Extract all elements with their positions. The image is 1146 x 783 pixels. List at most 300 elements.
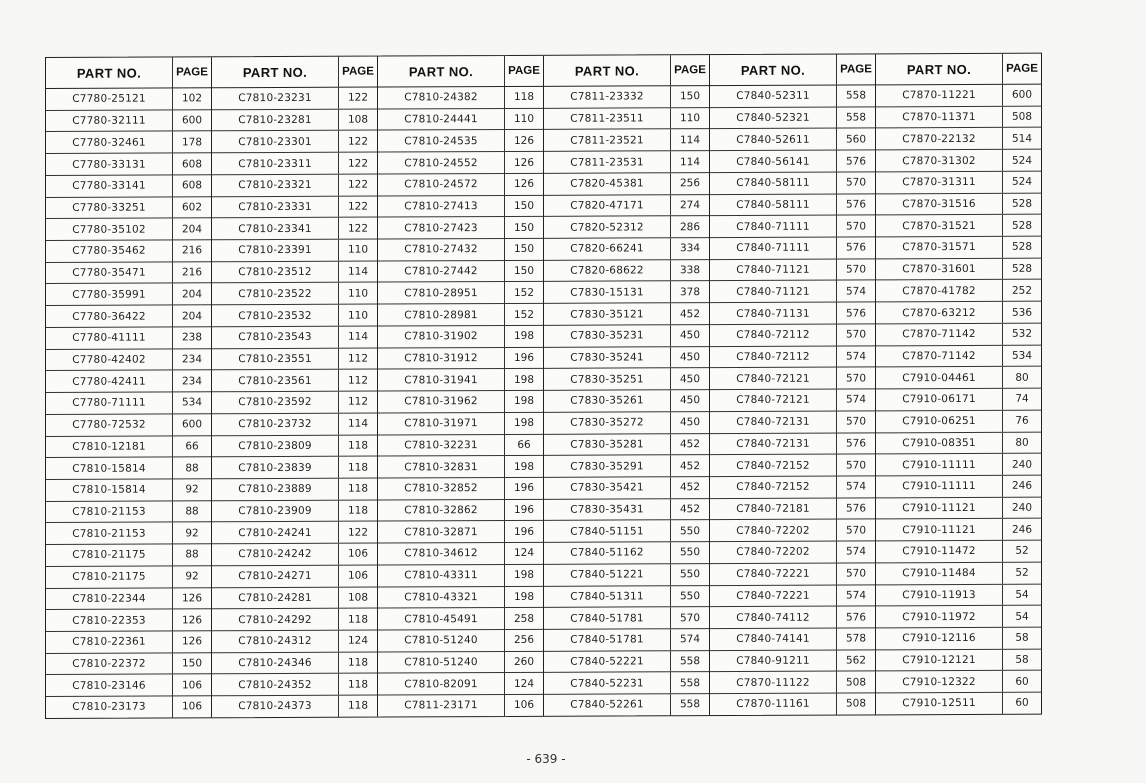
table-row bbox=[710, 541, 875, 563]
table-row bbox=[378, 174, 543, 196]
part-number-cell: C7910-11472 bbox=[876, 541, 1003, 562]
page-ref-cell: 126 bbox=[513, 178, 535, 191]
part-number-cell: C7840-52611 bbox=[710, 129, 837, 150]
page-ref-cell: 76 bbox=[1015, 414, 1029, 427]
page-ref-cell: 570 bbox=[845, 220, 867, 233]
table-row bbox=[212, 500, 377, 522]
page-ref-cell: 124 bbox=[513, 677, 535, 690]
page-ref-cell: 118 bbox=[347, 504, 369, 517]
part-number-cell: C7810-32862 bbox=[378, 500, 505, 521]
page-ref-cell: 602 bbox=[181, 201, 203, 214]
part-number-cell: C7810-24292 bbox=[212, 609, 339, 630]
part-number-cell: C7870-11161 bbox=[710, 694, 837, 715]
table-row bbox=[876, 258, 1041, 280]
part-number-cell: C7810-31912 bbox=[378, 348, 505, 369]
page-ref-cell: 58 bbox=[1015, 653, 1029, 666]
page-ref-cell: 334 bbox=[679, 242, 701, 255]
page-ref-cell: 574 bbox=[679, 633, 701, 646]
table-row bbox=[46, 305, 211, 327]
table-row bbox=[378, 608, 543, 630]
page-ref-cell: 450 bbox=[679, 329, 701, 342]
part-number-cell: C7810-51240 bbox=[378, 652, 505, 673]
part-number-cell: C7870-31571 bbox=[876, 237, 1003, 258]
page-ref-cell: 576 bbox=[845, 502, 867, 515]
page-ref-cell: 524 bbox=[1011, 154, 1033, 167]
table-row bbox=[876, 519, 1041, 541]
page-ref-cell: 92 bbox=[185, 570, 199, 583]
part-number-cell: C7810-23561 bbox=[212, 370, 339, 391]
table-row bbox=[212, 696, 377, 717]
part-number-cell: C7810-31902 bbox=[378, 326, 505, 347]
part-number-cell: C7810-28981 bbox=[378, 304, 505, 325]
part-number-cell: C7840-72181 bbox=[710, 498, 837, 519]
part-number-cell: C7780-33141 bbox=[46, 175, 173, 196]
page-ref-cell: 106 bbox=[513, 699, 535, 712]
page-ref-cell: 118 bbox=[347, 482, 369, 495]
page-ref-cell: 74 bbox=[1015, 393, 1029, 406]
part-number-cell: C7810-32871 bbox=[378, 521, 505, 542]
table-row bbox=[544, 368, 709, 390]
page-ref-cell: 150 bbox=[513, 243, 535, 256]
part-number-cell: C7840-72221 bbox=[710, 585, 837, 606]
part-number-cell: C7810-23281 bbox=[212, 109, 339, 130]
table-row bbox=[46, 588, 211, 610]
table-row bbox=[876, 85, 1041, 107]
table-row bbox=[378, 434, 543, 456]
part-number-cell: C7820-68622 bbox=[544, 260, 671, 281]
table-row bbox=[710, 368, 875, 390]
table-row bbox=[378, 326, 543, 348]
part-number-cell: C7820-52312 bbox=[544, 217, 671, 238]
table-row bbox=[876, 432, 1041, 454]
part-number-cell: C7780-32111 bbox=[46, 110, 173, 131]
page-ref-cell: 570 bbox=[845, 415, 867, 428]
table-row bbox=[710, 216, 875, 238]
table-row bbox=[378, 521, 543, 543]
page-ref-cell: 118 bbox=[347, 613, 369, 626]
table-row bbox=[46, 523, 211, 545]
page-ref-cell: 608 bbox=[181, 179, 203, 192]
page-ref-cell: 534 bbox=[181, 396, 203, 409]
part-number-cell: C7810-23532 bbox=[212, 305, 339, 326]
part-number-cell: C7810-27423 bbox=[378, 217, 505, 238]
page-ref-cell: 126 bbox=[181, 635, 203, 648]
part-number-cell: C7780-72532 bbox=[46, 414, 173, 435]
part-number-cell: C7840-51162 bbox=[544, 542, 671, 563]
page-ref-cell: 150 bbox=[679, 90, 701, 103]
page-ref-cell: 576 bbox=[845, 198, 867, 211]
part-number-cell: C7910-11121 bbox=[876, 519, 1003, 540]
table-row bbox=[378, 543, 543, 565]
table-row bbox=[710, 585, 875, 607]
page-number: - 639 - bbox=[526, 752, 566, 766]
page-ref-cell: 576 bbox=[845, 437, 867, 450]
part-no-header: PART NO. bbox=[544, 55, 671, 86]
table-row bbox=[710, 411, 875, 433]
table-row bbox=[544, 651, 709, 673]
page-ref-cell: 246 bbox=[1011, 523, 1033, 536]
page-header: PAGE bbox=[176, 66, 208, 79]
table-row bbox=[378, 347, 543, 369]
table-row bbox=[212, 565, 377, 587]
table-row bbox=[710, 476, 875, 498]
part-number-cell: C7840-52221 bbox=[544, 651, 671, 672]
part-number-cell: C7811-23511 bbox=[544, 108, 671, 129]
part-number-cell: C7840-52321 bbox=[710, 107, 837, 128]
table-row bbox=[46, 175, 211, 197]
part-number-cell: C7840-51311 bbox=[544, 586, 671, 607]
part-number-cell: C7910-12322 bbox=[876, 671, 1003, 692]
page-ref-cell: 570 bbox=[845, 328, 867, 341]
header-row bbox=[378, 56, 543, 88]
table-row bbox=[46, 610, 211, 632]
part-number-cell: C7870-11122 bbox=[710, 672, 837, 693]
table-row bbox=[212, 131, 377, 153]
page-ref-cell: 216 bbox=[181, 244, 203, 257]
page-ref-cell: 150 bbox=[513, 264, 535, 278]
page-ref-cell: 574 bbox=[845, 545, 867, 558]
page-ref-cell: 508 bbox=[845, 697, 867, 710]
part-number-cell: C7810-24535 bbox=[378, 130, 505, 151]
part-number-cell: C7840-74112 bbox=[710, 607, 837, 628]
table-row bbox=[378, 130, 543, 152]
page-ref-cell: 216 bbox=[181, 266, 203, 279]
page-ref-cell: 110 bbox=[347, 243, 369, 257]
page-ref-cell: 58 bbox=[1015, 632, 1029, 645]
page-header: PAGE bbox=[840, 63, 872, 76]
part-number-cell: C7810-24241 bbox=[212, 522, 339, 543]
part-number-cell: C7810-23146 bbox=[46, 675, 173, 696]
table-row bbox=[710, 433, 875, 455]
table-row bbox=[544, 542, 709, 564]
part-no-header: PART NO. bbox=[876, 54, 1003, 85]
table-row bbox=[46, 414, 211, 436]
table-row bbox=[544, 455, 709, 477]
table-row bbox=[212, 478, 377, 500]
table-row bbox=[876, 606, 1041, 628]
table-row bbox=[876, 367, 1041, 389]
page-ref-cell: 570 bbox=[845, 524, 867, 537]
page-ref-cell: 338 bbox=[679, 264, 701, 277]
page-ref-cell: 66 bbox=[185, 440, 199, 453]
page-ref-cell: 576 bbox=[845, 611, 867, 624]
page-ref-cell: 106 bbox=[181, 700, 203, 713]
part-number-cell: C7840-72112 bbox=[710, 346, 837, 367]
part-number-cell: C7830-35261 bbox=[544, 390, 671, 411]
header-row bbox=[876, 54, 1041, 86]
page-ref-cell: 54 bbox=[1015, 588, 1029, 601]
part-number-cell: C7810-28951 bbox=[378, 282, 505, 303]
page-ref-cell: 126 bbox=[181, 592, 203, 605]
table-row bbox=[212, 109, 377, 131]
table-row bbox=[544, 325, 709, 347]
table-row bbox=[46, 653, 211, 675]
table-row bbox=[378, 456, 543, 478]
table-row bbox=[212, 522, 377, 544]
page-ref-cell: 576 bbox=[845, 241, 867, 254]
part-number-cell: C7780-41111 bbox=[46, 327, 173, 348]
page-ref-cell: 570 bbox=[679, 611, 701, 624]
page-ref-cell: 150 bbox=[181, 657, 203, 670]
table-row bbox=[876, 128, 1041, 150]
table-row bbox=[544, 238, 709, 260]
table-row bbox=[46, 631, 211, 653]
table-row bbox=[876, 497, 1041, 519]
table-row bbox=[544, 216, 709, 238]
page-ref-cell: 240 bbox=[1011, 458, 1033, 471]
part-number-cell: C7810-43311 bbox=[378, 565, 505, 586]
table-row bbox=[212, 544, 377, 566]
part-number-cell: C7810-15814 bbox=[46, 458, 173, 479]
page-ref-cell: 108 bbox=[347, 113, 369, 126]
part-number-cell: C7810-23311 bbox=[212, 153, 339, 174]
page-ref-cell: 110 bbox=[679, 112, 701, 125]
table-row bbox=[876, 584, 1041, 606]
part-number-cell: C7810-45491 bbox=[378, 608, 505, 629]
part-number-cell: C7830-35281 bbox=[544, 434, 671, 455]
part-number-cell: C7810-22353 bbox=[46, 610, 173, 631]
page-ref-cell: 576 bbox=[845, 154, 867, 168]
part-number-cell: C7810-31971 bbox=[378, 413, 505, 434]
page-ref-cell: 152 bbox=[513, 286, 535, 299]
part-number-cell: C7810-31941 bbox=[378, 369, 505, 390]
table-row bbox=[46, 284, 211, 306]
page-ref-cell: 110 bbox=[347, 309, 369, 322]
page-ref-cell: 574 bbox=[845, 350, 867, 363]
table-row bbox=[710, 107, 875, 129]
table-row bbox=[876, 671, 1041, 693]
page-ref-cell: 528 bbox=[1011, 219, 1033, 232]
part-number-cell: C7910-04461 bbox=[876, 367, 1003, 388]
part-number-cell: C7870-71142 bbox=[876, 345, 1003, 366]
page-ref-cell: 118 bbox=[347, 439, 369, 452]
table-row bbox=[876, 389, 1041, 411]
table-row bbox=[544, 434, 709, 456]
part-number-cell: C7780-32461 bbox=[46, 132, 173, 153]
part-number-cell: C7840-72112 bbox=[710, 324, 837, 345]
part-number-cell: C7810-23321 bbox=[212, 175, 339, 196]
page-header: PAGE bbox=[674, 64, 706, 77]
part-number-cell: C7820-47171 bbox=[544, 195, 671, 216]
part-number-cell: C7840-71111 bbox=[710, 216, 837, 237]
page-ref-cell: 122 bbox=[347, 200, 369, 213]
page-ref-cell: 198 bbox=[513, 395, 535, 408]
table-row bbox=[378, 586, 543, 608]
part-no-header: PART NO. bbox=[378, 56, 505, 87]
table-row bbox=[212, 218, 377, 240]
page-ref-cell: 198 bbox=[513, 373, 535, 386]
page-ref-cell: 600 bbox=[1011, 89, 1033, 102]
column-group-2 bbox=[212, 57, 378, 718]
column-group-3 bbox=[378, 56, 544, 717]
table-row bbox=[876, 410, 1041, 432]
part-number-cell: C7870-31311 bbox=[876, 172, 1003, 193]
page-ref-cell: 126 bbox=[513, 156, 535, 169]
table-row bbox=[378, 413, 543, 435]
table-row bbox=[212, 652, 377, 674]
page-ref-cell: 122 bbox=[347, 135, 369, 148]
page-ref-cell: 550 bbox=[679, 524, 701, 537]
page-ref-cell: 452 bbox=[679, 503, 701, 516]
page-ref-cell: 88 bbox=[185, 461, 199, 474]
page-ref-cell: 452 bbox=[679, 307, 701, 320]
page-ref-cell: 60 bbox=[1015, 697, 1029, 710]
part-number-cell: C7840-71111 bbox=[710, 238, 837, 259]
table-row bbox=[710, 389, 875, 411]
page-ref-cell: 536 bbox=[1011, 306, 1033, 319]
table-row bbox=[212, 153, 377, 175]
part-no-header: PART NO. bbox=[710, 55, 837, 86]
page-ref-cell: 558 bbox=[845, 111, 867, 124]
page-ref-cell: 110 bbox=[513, 112, 535, 126]
table-row bbox=[544, 564, 709, 586]
part-number-cell: C7870-31601 bbox=[876, 259, 1003, 280]
page-header: PAGE bbox=[508, 64, 540, 77]
part-number-cell: C7840-72121 bbox=[710, 390, 837, 411]
table-row bbox=[378, 673, 543, 695]
part-number-cell: C7840-71121 bbox=[710, 259, 837, 280]
part-number-cell: C7780-42411 bbox=[46, 371, 173, 392]
page-ref-cell: 198 bbox=[513, 417, 535, 430]
page-ref-cell: 152 bbox=[513, 308, 535, 321]
table-row bbox=[46, 197, 211, 219]
page-ref-cell: 124 bbox=[513, 547, 535, 560]
column-group-4 bbox=[544, 55, 710, 716]
page-ref-cell: 450 bbox=[679, 416, 701, 429]
table-row bbox=[544, 173, 709, 195]
page-ref-cell: 378 bbox=[679, 285, 701, 299]
part-number-cell: C7810-23809 bbox=[212, 435, 339, 456]
page-ref-cell: 198 bbox=[513, 330, 535, 343]
part-number-cell: C7810-51240 bbox=[378, 630, 505, 651]
part-number-cell: C7910-11111 bbox=[876, 454, 1003, 475]
part-number-cell: C7810-23909 bbox=[212, 500, 339, 521]
part-no-header: PART NO. bbox=[46, 57, 173, 88]
page-ref-cell: 66 bbox=[517, 438, 531, 451]
table-row bbox=[544, 477, 709, 499]
part-number-cell: C7830-35272 bbox=[544, 412, 671, 433]
table-row bbox=[46, 392, 211, 414]
table-row bbox=[710, 324, 875, 346]
table-row bbox=[46, 262, 211, 284]
table-row bbox=[46, 501, 211, 523]
table-row bbox=[212, 261, 377, 283]
part-number-cell: C7810-23543 bbox=[212, 327, 339, 348]
page-ref-cell: 508 bbox=[845, 676, 867, 689]
page-ref-cell: 52 bbox=[1015, 566, 1029, 579]
page-ref-cell: 114 bbox=[347, 330, 369, 343]
table-row bbox=[212, 283, 377, 305]
page-ref-cell: 452 bbox=[679, 459, 701, 472]
page-ref-cell: 114 bbox=[679, 155, 701, 168]
part-number-cell: C7840-52311 bbox=[710, 86, 837, 107]
table-row bbox=[212, 435, 377, 457]
page-ref-cell: 80 bbox=[1015, 371, 1029, 384]
part-number-cell: C7810-24352 bbox=[212, 674, 339, 695]
part-number-cell: C7910-11111 bbox=[876, 476, 1003, 497]
part-number-cell: C7810-15814 bbox=[46, 479, 173, 500]
table-row bbox=[544, 673, 709, 695]
table-row bbox=[710, 650, 875, 672]
table-row bbox=[876, 193, 1041, 215]
page-ref-cell: 578 bbox=[845, 632, 867, 645]
page-ref-cell: 112 bbox=[347, 352, 369, 365]
table-row bbox=[710, 172, 875, 194]
page-ref-cell: 528 bbox=[1011, 262, 1033, 275]
page-ref-cell: 114 bbox=[679, 133, 701, 147]
part-number-cell: C7840-72131 bbox=[710, 411, 837, 432]
table-row bbox=[876, 302, 1041, 324]
page-ref-cell: 600 bbox=[181, 114, 203, 127]
part-number-cell: C7870-31521 bbox=[876, 215, 1003, 236]
part-number-cell: C7810-24373 bbox=[212, 696, 339, 717]
table-row bbox=[710, 194, 875, 216]
part-number-cell: C7780-35471 bbox=[46, 262, 173, 283]
table-row bbox=[46, 371, 211, 393]
table-row bbox=[710, 85, 875, 107]
table-row bbox=[46, 153, 211, 175]
page-ref-cell: 118 bbox=[513, 91, 535, 104]
part-number-cell: C7840-72152 bbox=[710, 476, 837, 497]
part-number-cell: C7810-23732 bbox=[212, 413, 339, 434]
table-row bbox=[544, 282, 709, 304]
part-number-cell: C7840-72221 bbox=[710, 563, 837, 584]
part-number-cell: C7810-24312 bbox=[212, 631, 339, 652]
part-number-cell: C7810-24552 bbox=[378, 152, 505, 173]
table-row bbox=[544, 195, 709, 217]
part-number-cell: C7811-23521 bbox=[544, 130, 671, 151]
table-row bbox=[212, 240, 377, 262]
header-row bbox=[544, 55, 709, 87]
part-number-cell: C7840-74141 bbox=[710, 629, 837, 650]
page-ref-cell: 234 bbox=[181, 375, 203, 388]
part-number-cell: C7830-15131 bbox=[544, 282, 671, 303]
part-number-cell: C7840-58111 bbox=[710, 172, 837, 193]
page-ref-cell: 452 bbox=[679, 481, 701, 494]
page-ref-cell: 550 bbox=[679, 568, 701, 581]
page-ref-cell: 112 bbox=[347, 374, 369, 387]
table-row bbox=[378, 478, 543, 500]
page-ref-cell: 122 bbox=[347, 91, 369, 105]
page-ref-cell: 150 bbox=[513, 199, 535, 212]
table-row bbox=[212, 413, 377, 435]
part-number-cell: C7830-35121 bbox=[544, 303, 671, 324]
part-number-cell: C7810-23331 bbox=[212, 196, 339, 217]
page-ref-cell: 532 bbox=[1011, 327, 1033, 341]
part-number-cell: C7810-24441 bbox=[378, 109, 505, 130]
table-row bbox=[710, 694, 875, 715]
column-group-6 bbox=[876, 54, 1041, 715]
parts-index-table bbox=[45, 53, 1042, 719]
part-number-cell: C7910-12116 bbox=[876, 628, 1003, 649]
page-ref-cell: 204 bbox=[181, 288, 203, 301]
table-row bbox=[378, 304, 543, 326]
part-number-cell: C7810-24346 bbox=[212, 652, 339, 673]
part-number-cell: C7810-23889 bbox=[212, 479, 339, 500]
table-row bbox=[46, 566, 211, 588]
table-row bbox=[378, 195, 543, 217]
page-ref-cell: 558 bbox=[845, 89, 867, 102]
part-number-cell: C7811-23332 bbox=[544, 86, 671, 107]
part-number-cell: C7810-34612 bbox=[378, 543, 505, 564]
page-ref-cell: 118 bbox=[347, 461, 369, 474]
table-row bbox=[544, 694, 709, 715]
page-ref-cell: 256 bbox=[513, 634, 535, 647]
table-row bbox=[876, 237, 1041, 259]
table-row bbox=[876, 541, 1041, 563]
page-ref-cell: 576 bbox=[845, 306, 867, 320]
part-number-cell: C7840-91211 bbox=[710, 650, 837, 671]
